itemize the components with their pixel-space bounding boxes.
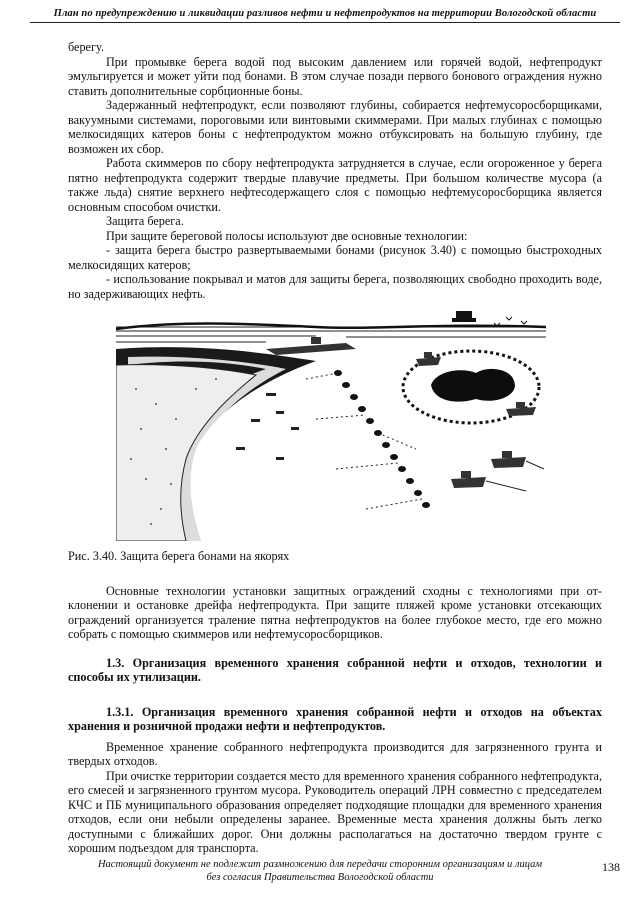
paragraph: Задержанный нефтепродукт, если позволяют глубины, собирается нефтемусоросборщиками, вакуумными системами, пороговыми или винтовыми скиммерами. При малых глубинах с помощью мелкосидящих катеров боны с нефтепродуктом можно отбуксировать на большую глубину, где возможен их сбор.: [68, 98, 602, 156]
paragraph: берегу.: [68, 40, 104, 54]
footer-notice: [70, 858, 570, 884]
paragraph: При защите береговой полосы используют две основные технологии:: [106, 228, 468, 243]
figure-caption: Рис. 3.40. Защита берега бонами на якорях: [68, 549, 290, 563]
shoreline-boom-illustration: [116, 309, 546, 549]
subsection-heading: 1.3.1. Организация временного хранения собранной нефти и отходов на объектах хранения и розничной продажи нефти и нефтепродуктов.: [68, 704, 602, 733]
list-item: - защита берега быстро развертываемыми бонами (рисунок 3.40) с помощью быстроходных мелкосидящих катеров;: [68, 243, 602, 272]
paragraph: Основные технологии установки защитных ограждений сходны с технологиями при от-клонении и остановке дрейфа нефтепродукта. При защите пляжей кроме установки отсекающих ограждений организуется траление пятна нефтепродуктов на более глубокое место, где его можно собрать с помощью скиммеров или нефтемусоросборщиков.: [68, 583, 602, 641]
list-item: - использование покрывал и матов для защиты берега, позволяющих свободно проходить воде, но задерживающих нефть.: [68, 272, 602, 301]
page-body: [68, 40, 602, 856]
paragraph: При промывке берега водой под высоким давлением или горячей водой, нефтепродукт эмульгируется и может уйти под бонами. В этом случае позади первого бонового ограждения нужно ставить дополнительные сорбционные боны.: [68, 54, 602, 98]
footer-line: без согласия Правительства Вологодской области: [206, 872, 434, 883]
footer-line: Настоящий документ не подлежит размножению для передачи сторонним организациям и лицам: [97, 859, 543, 870]
paragraph: Работа скиммеров по сбору нефтепродукта затрудняется в случае, если огороженное у берега пятно нефтепродукта содержит твердые плавучие предметы. При большом количестве мусора (а также льда) снятие верхнего нефтесодержащего слоя с помощью нефтемусоросборщика является основным способом очистки.: [68, 156, 602, 214]
page-number: 138: [602, 860, 620, 874]
running-header: План по предупреждению и ликвидации разливов нефти и нефтепродуктов на территории Вологодской области: [30, 8, 620, 23]
paragraph: Защита берега.: [106, 214, 184, 228]
paragraph: Временное хранение собранного нефтепродукта производится для загрязненного грунта и твердых отходов.: [68, 739, 602, 768]
paragraph: При очистке территории создается место для временного хранения собранного нефтепродукта, его смесей и загрязненного грунтом мусора. Руководитель операций ЛРН совместно с председателем КЧС и ПБ муниципального образования определяет подходящие площадки для временного хранения отходов, если они небыли определены заранее. Временные места хранения должны быть легко доступными с ближайших дорог. Они должны располагаться на достаточно твердом грунте с хорошим подъездом для транспорта.: [68, 768, 602, 855]
section-heading: 1.3. Организация временного хранения собранной нефти и отходов, технологии и способы их утилизации.: [68, 655, 602, 684]
